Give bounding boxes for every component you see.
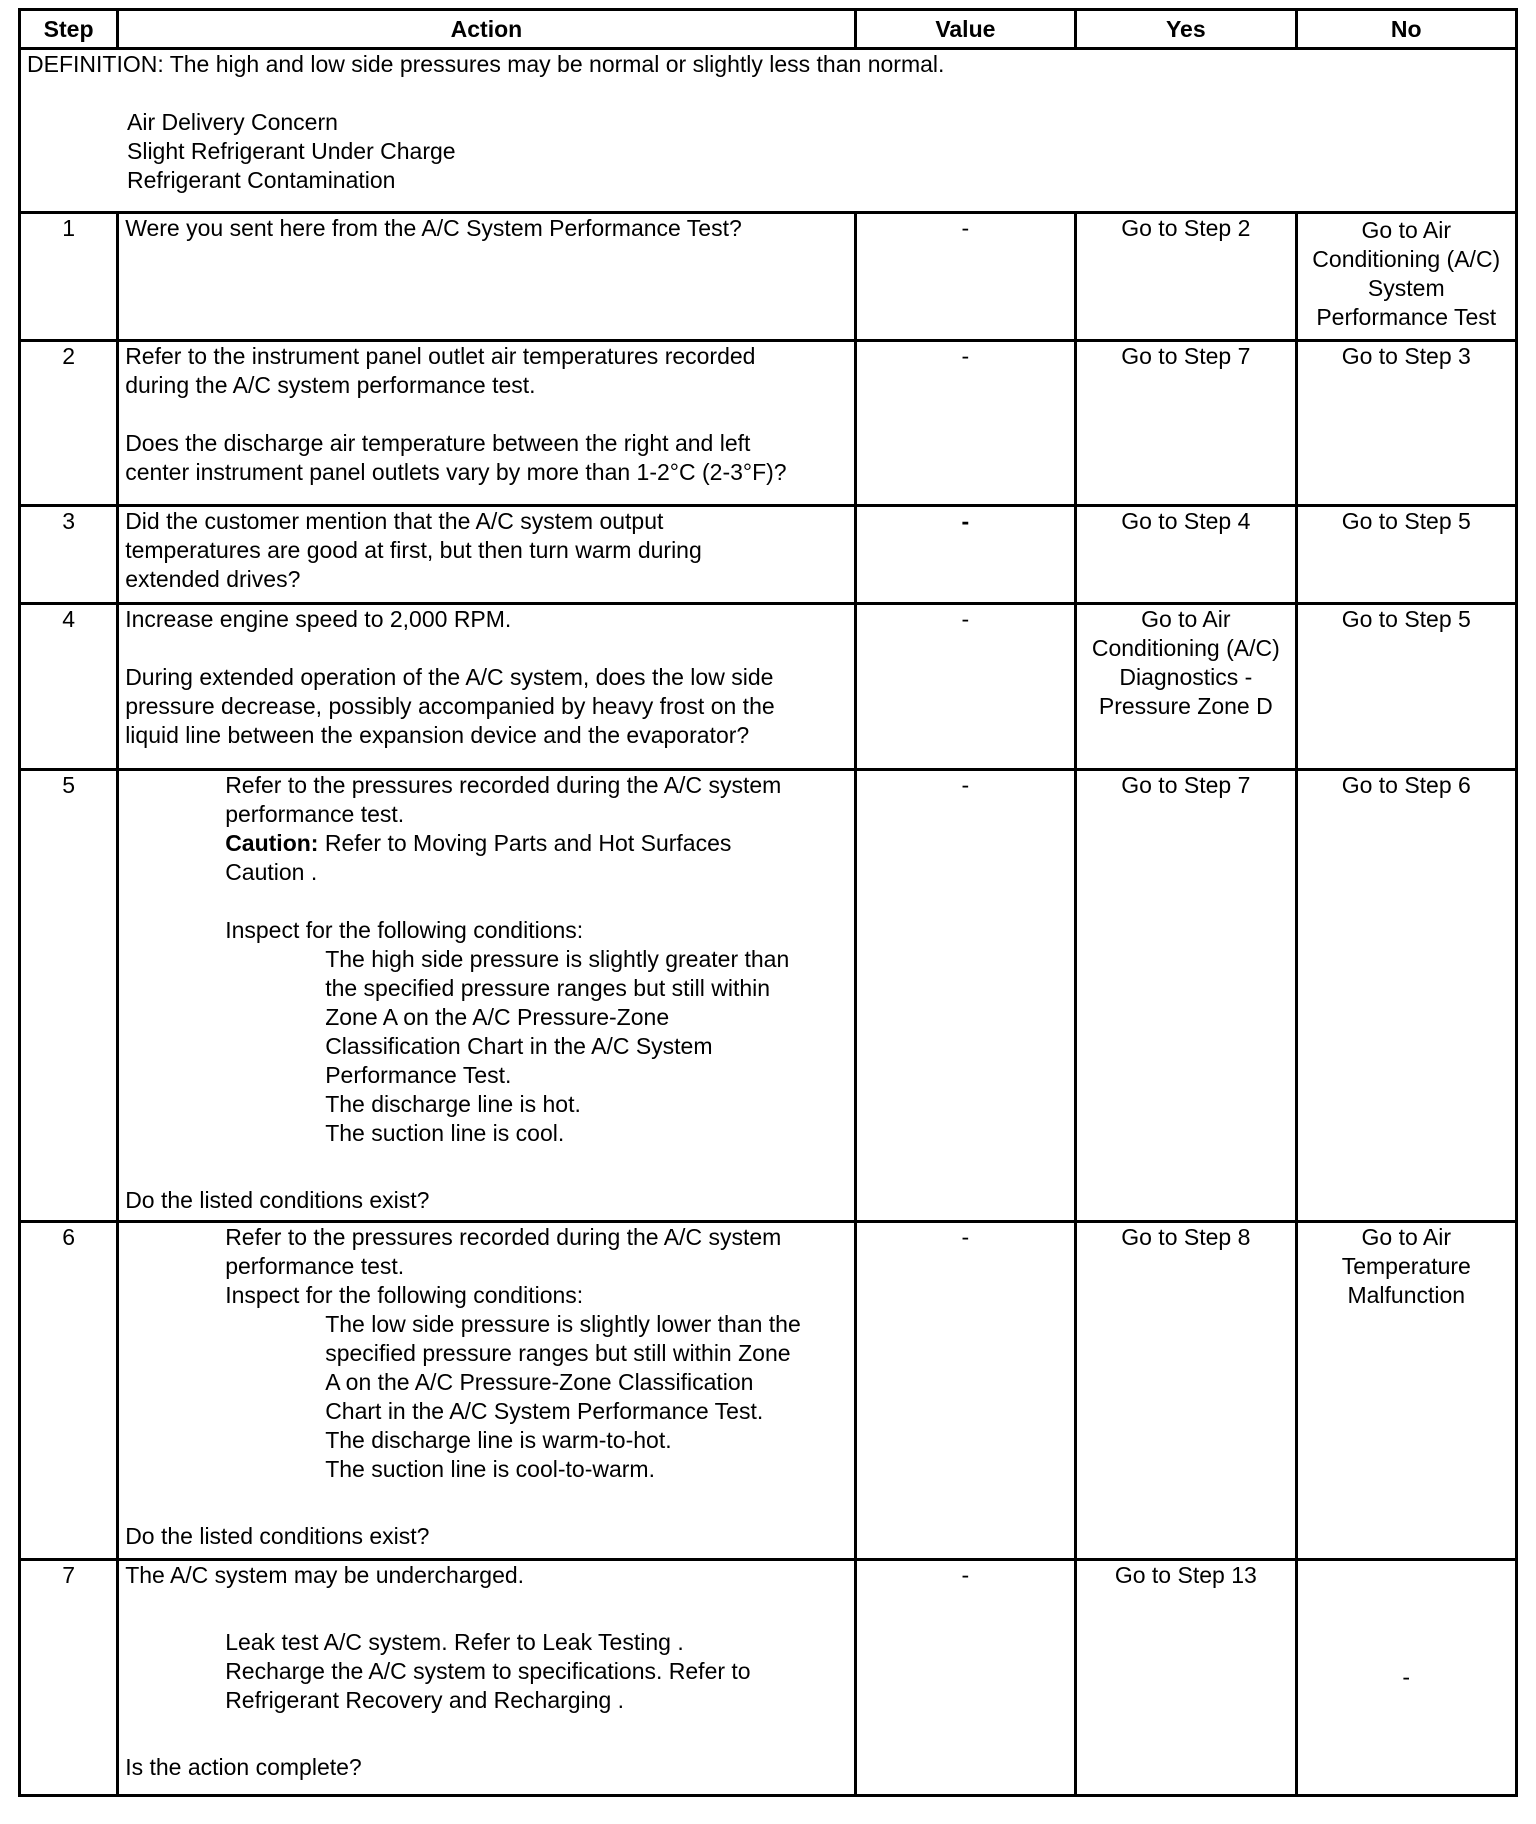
condition-line: specified pressure ranges but still within Zone bbox=[325, 1340, 791, 1366]
no-cell bbox=[1296, 341, 1516, 506]
value-cell: - bbox=[855, 213, 1075, 341]
step-number: 7 bbox=[20, 1560, 118, 1796]
action-line: The A/C system may be undercharged. bbox=[125, 1562, 525, 1588]
action-line: liquid line between the expansion device and the evaporator? bbox=[125, 722, 750, 748]
yes-link[interactable]: Go to Step 8 bbox=[1121, 1224, 1251, 1250]
condition-line: The low side pressure is slightly lower than the bbox=[325, 1311, 801, 1337]
definition-item: Slight Refrigerant Under Charge bbox=[127, 138, 456, 164]
action-line: Refer to the instrument panel outlet air temperatures recorded bbox=[125, 343, 756, 369]
no-link[interactable]: Go to Air bbox=[1361, 1224, 1451, 1250]
action-line: pressure decrease, possibly accompanied by heavy frost on the bbox=[125, 693, 775, 719]
action-line: Inspect for the following conditions: bbox=[225, 917, 584, 943]
no-cell bbox=[1296, 506, 1516, 604]
no-cell bbox=[1296, 604, 1516, 770]
condition-line: the specified pressure ranges but still within bbox=[325, 975, 771, 1001]
action-cell bbox=[118, 213, 855, 341]
action-cell bbox=[118, 604, 855, 770]
action-cell bbox=[118, 770, 855, 1222]
yes-link[interactable]: Diagnostics - bbox=[1119, 664, 1253, 690]
action-line: Did the customer mention that the A/C system output bbox=[125, 508, 664, 534]
definition-item: Refrigerant Contamination bbox=[127, 167, 396, 193]
header-row bbox=[20, 10, 1517, 49]
yes-cell bbox=[1076, 770, 1296, 1222]
action-cell bbox=[118, 341, 855, 506]
value-cell: - bbox=[855, 604, 1075, 770]
no-link[interactable]: Temperature bbox=[1341, 1253, 1471, 1279]
yes-cell bbox=[1076, 1222, 1296, 1560]
caution-label: Caution: bbox=[225, 830, 319, 856]
action-line: During extended operation of the A/C system, does the low side bbox=[125, 664, 774, 690]
yes-cell bbox=[1076, 1560, 1296, 1796]
step-number: 3 bbox=[20, 506, 118, 604]
action-line: Caution . bbox=[225, 859, 318, 885]
condition-line: Zone A on the A/C Pressure-Zone bbox=[325, 1004, 670, 1030]
yes-cell bbox=[1076, 341, 1296, 506]
header-value: Value bbox=[855, 10, 1075, 49]
no-cell bbox=[1296, 213, 1516, 341]
yes-link[interactable]: Go to Air bbox=[1141, 606, 1231, 632]
action-line: Refrigerant Recovery and Recharging . bbox=[225, 1687, 625, 1713]
no-link[interactable]: System bbox=[1367, 275, 1445, 301]
step-number: 1 bbox=[20, 213, 118, 341]
action-line: Does the discharge air temperature between the right and left bbox=[125, 430, 751, 456]
value-cell: - bbox=[855, 506, 1075, 604]
definition-text: DEFINITION: The high and low side pressures may be normal or slightly less than normal. bbox=[27, 51, 945, 77]
header-yes: Yes bbox=[1076, 10, 1296, 49]
no-link[interactable]: Malfunction bbox=[1347, 1282, 1466, 1308]
no-cell bbox=[1296, 1222, 1516, 1560]
header-action: Action bbox=[118, 10, 855, 49]
definition-row bbox=[20, 49, 1517, 213]
table-row bbox=[20, 1560, 1517, 1796]
table-row bbox=[20, 604, 1517, 770]
yes-link[interactable]: Go to Step 7 bbox=[1121, 343, 1251, 369]
condition-line: Classification Chart in the A/C System bbox=[325, 1033, 713, 1059]
no-link[interactable]: Go to Step 5 bbox=[1341, 508, 1471, 534]
table-row bbox=[20, 213, 1517, 341]
step-number: 2 bbox=[20, 341, 118, 506]
no-link[interactable]: Performance Test bbox=[1316, 304, 1497, 330]
table-row bbox=[20, 770, 1517, 1222]
action-question: Do the listed conditions exist? bbox=[125, 1523, 430, 1549]
no-cell bbox=[1296, 770, 1516, 1222]
value-cell: - bbox=[855, 770, 1075, 1222]
yes-link[interactable]: Conditioning (A/C) bbox=[1091, 635, 1280, 661]
action-cell bbox=[118, 1560, 855, 1796]
step-number: 5 bbox=[20, 770, 118, 1222]
table-row bbox=[20, 341, 1517, 506]
action-line: Increase engine speed to 2,000 RPM. bbox=[125, 606, 512, 632]
header-step: Step bbox=[20, 10, 118, 49]
action-line: performance test. bbox=[225, 801, 405, 827]
step-number: 4 bbox=[20, 604, 118, 770]
no-link[interactable]: Go to Step 6 bbox=[1341, 772, 1471, 798]
condition-line: Performance Test. bbox=[325, 1062, 512, 1088]
value-cell: - bbox=[855, 341, 1075, 506]
action-line: Leak test A/C system. Refer to Leak Testing . bbox=[225, 1629, 684, 1655]
condition-line: The discharge line is warm-to-hot. bbox=[325, 1427, 672, 1453]
value-cell: - bbox=[855, 1560, 1075, 1796]
action-line: performance test. bbox=[225, 1253, 405, 1279]
no-cell: - bbox=[1296, 1560, 1516, 1796]
step-number: 6 bbox=[20, 1222, 118, 1560]
condition-line: The discharge line is hot. bbox=[325, 1091, 581, 1117]
yes-cell bbox=[1076, 604, 1296, 770]
action-line: Were you sent here from the A/C System Performance Test? bbox=[125, 215, 742, 241]
action-line: center instrument panel outlets vary by more than 1-2°C (2-3°F)? bbox=[125, 459, 787, 485]
condition-line: The suction line is cool. bbox=[325, 1120, 565, 1146]
action-line: Recharge the A/C system to specifications. Refer to bbox=[225, 1658, 751, 1684]
value-cell: - bbox=[855, 1222, 1075, 1560]
yes-link[interactable]: Go to Step 4 bbox=[1121, 508, 1251, 534]
yes-link[interactable]: Go to Step 7 bbox=[1121, 772, 1251, 798]
diagnostic-table bbox=[18, 8, 1518, 1797]
no-link[interactable]: Go to Step 5 bbox=[1341, 606, 1471, 632]
action-line: extended drives? bbox=[125, 566, 301, 592]
yes-link[interactable]: Go to Step 13 bbox=[1114, 1562, 1257, 1588]
caution-line bbox=[125, 829, 847, 858]
action-line: Refer to the pressures recorded during the A/C system bbox=[225, 772, 782, 798]
action-cell bbox=[118, 506, 855, 604]
no-link[interactable]: Go to Step 3 bbox=[1341, 343, 1471, 369]
action-cell bbox=[118, 1222, 855, 1560]
yes-link[interactable]: Go to Step 2 bbox=[1121, 215, 1251, 241]
table-row bbox=[20, 1222, 1517, 1560]
yes-cell bbox=[1076, 506, 1296, 604]
condition-line: Chart in the A/C System Performance Test. bbox=[325, 1398, 764, 1424]
caution-text[interactable]: Refer to Moving Parts and Hot Surfaces bbox=[318, 830, 732, 856]
no-link[interactable]: Conditioning (A/C) bbox=[1312, 246, 1501, 272]
condition-line: The suction line is cool-to-warm. bbox=[325, 1456, 655, 1482]
action-line: Refer to the pressures recorded during the A/C system bbox=[225, 1224, 782, 1250]
yes-link[interactable]: Pressure Zone D bbox=[1098, 693, 1273, 719]
definition-cell bbox=[20, 49, 1517, 213]
yes-cell bbox=[1076, 213, 1296, 341]
no-link[interactable]: Go to Air bbox=[1361, 217, 1451, 243]
action-line: Inspect for the following conditions: bbox=[225, 1282, 584, 1308]
definition-list bbox=[27, 108, 1509, 195]
table-row bbox=[20, 506, 1517, 604]
action-question: Is the action complete? bbox=[125, 1754, 362, 1780]
condition-line: A on the A/C Pressure-Zone Classification bbox=[325, 1369, 754, 1395]
definition-item: Air Delivery Concern bbox=[127, 109, 338, 135]
action-line: temperatures are good at first, but then turn warm during bbox=[125, 537, 702, 563]
action-question: Do the listed conditions exist? bbox=[125, 1187, 430, 1213]
header-no: No bbox=[1296, 10, 1516, 49]
action-line: during the A/C system performance test. bbox=[125, 372, 536, 398]
condition-line: The high side pressure is slightly greater than bbox=[325, 946, 790, 972]
